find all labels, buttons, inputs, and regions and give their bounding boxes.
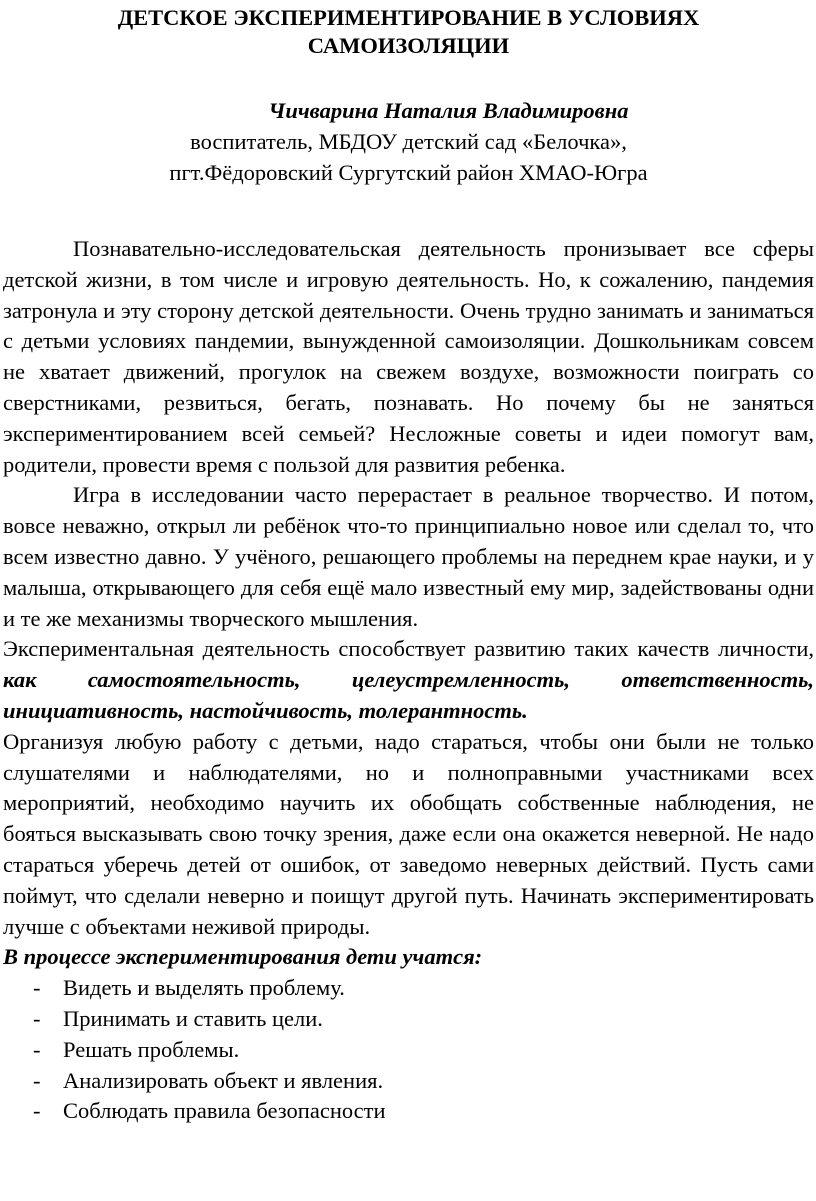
skills-list <box>3 973 814 1127</box>
paragraph-intro: Познавательно-исследовательская деятельность пронизывает все сферы детской жизни, в том числе и игровую деятельность. Но, к сожалению, пандемия затронула и эту сторону детской деятельности. Очень трудно занимать и заниматься с детьми условиях пандемии, вынужденной самоизоляции. Дошкольникам совсем не хватает движений, прогулок на свежем воздухе, возможности поиграть со сверстниками, резвиться, бегать, познавать. Но почему бы не заняться экспериментированием всей семьей? Несложные советы и идеи помогут вам, родители, провести время с пользой для развития ребенка. <box>3 236 814 477</box>
title-line-2: САМОИЗОЛЯЦИИ <box>307 33 510 58</box>
paragraph-play-research: Игра в исследовании часто перерастает в реальное творчество. И потом, вовсе неважно, открыл ли ребёнок что-то принципиально новое или сделал то, что всем известно давно. У учёного, решающего проблемы на переднем крае науки, и у малыша, открывающего для себя ещё мало известный ему мир, задействованы одни и те же механизмы творческого мышления. <box>3 482 814 631</box>
list-item <box>33 1035 814 1066</box>
author-position: воспитатель, МБДОУ детский сад «Белочка», <box>190 129 627 154</box>
author-location: пгт.Фёдоровский Сургутский район ХМАО-Югра <box>169 160 648 185</box>
qualities-lead-text: Экспериментальная деятельность способствует развитию таких качеств личности, <box>3 636 814 662</box>
list-dash: - <box>33 975 41 1001</box>
document-title <box>3 0 814 60</box>
list-item-text: Соблюдать правила безопасности <box>63 1098 386 1124</box>
list-item <box>33 1096 814 1127</box>
list-item <box>33 1066 814 1097</box>
paragraph-organization: Организуя любую работу с детьми, надо стараться, чтобы они были не только слушателями и наблюдателями, но и полноправными участниками всех мероприятий, необходимо научить их обобщать собственные наблюдения, не бояться высказывать свою точку зрения, даже если она окажется неверной. Не надо стараться уберечь детей от ошибок, от заведомо неверных действий. Пусть сами поймут, что сделали неверно и поищут другой путь. Начинать экспериментировать лучше с объектами неживой природы. <box>3 728 814 939</box>
author-name: Чичварина Наталия Владимировна <box>268 98 629 123</box>
list-dash: - <box>33 1036 41 1062</box>
list-item <box>33 973 814 1004</box>
list-item <box>33 1004 814 1035</box>
title-line-1: ДЕТСКОЕ ЭКСПЕРИМЕНТИРОВАНИЕ В УСЛОВИЯХ <box>117 5 700 30</box>
qualities-emphasis: как самостоятельность, целеустремленность, ответственность, инициативность, настойчивость, толерантность. <box>3 667 814 723</box>
list-dash: - <box>33 1098 41 1124</box>
list-item-text: Видеть и выделять проблему. <box>63 975 345 1001</box>
list-dash: - <box>33 1005 41 1031</box>
list-item-text: Анализировать объект и явления. <box>63 1067 384 1093</box>
list-item-text: Принимать и ставить цели. <box>63 1005 323 1031</box>
paragraph-qualities <box>3 634 814 726</box>
list-dash: - <box>33 1067 41 1093</box>
author-block <box>3 95 814 188</box>
document-body <box>3 234 814 1127</box>
list-item-text: Решать проблемы. <box>63 1036 240 1062</box>
list-heading: В процессе экспериментирования дети учатся: <box>3 944 483 970</box>
